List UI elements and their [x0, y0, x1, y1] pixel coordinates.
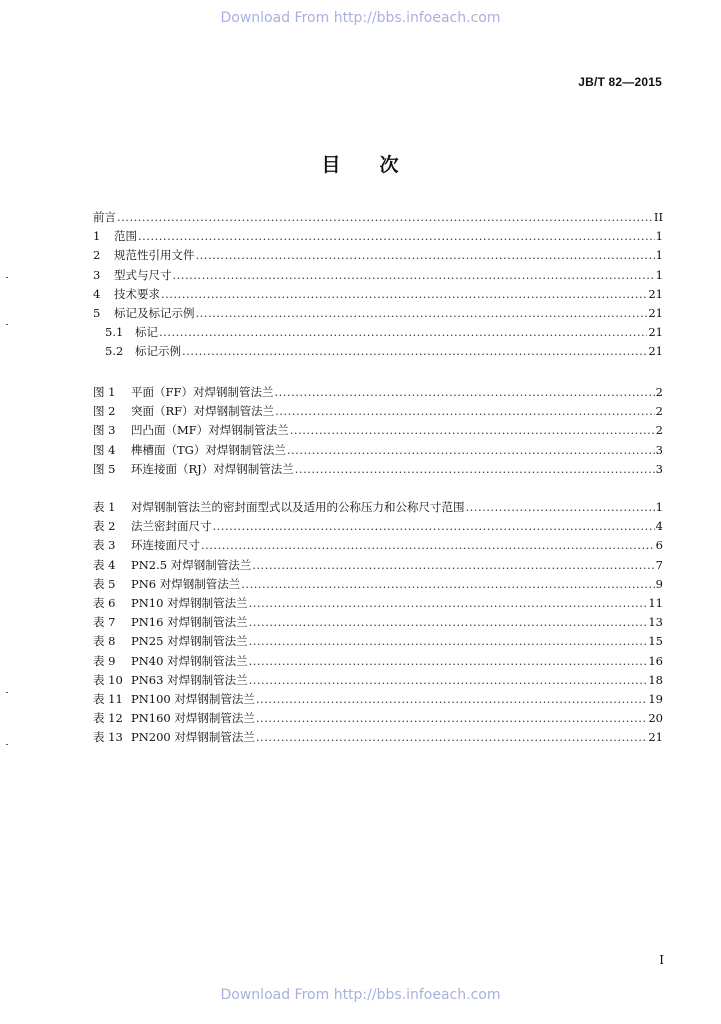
toc-entry-page: 2 [655, 404, 663, 419]
toc-entry-number: 5 [93, 305, 101, 320]
toc-entry-page: 16 [648, 653, 663, 668]
toc-entry[interactable] [93, 613, 663, 632]
toc-tables-section [93, 498, 663, 747]
toc-entry[interactable] [93, 342, 663, 361]
toc-title-char-2: 次 [379, 154, 400, 176]
toc-entry-number: 5.2 [105, 344, 124, 359]
toc-entry-number: 图 3 [93, 423, 116, 438]
toc-entry[interactable] [93, 671, 663, 690]
toc-title [0, 150, 721, 177]
toc-entry-label: 法兰密封面尺寸 [131, 519, 212, 534]
toc-entry-label: 范围 [114, 229, 137, 244]
toc-entry[interactable] [93, 709, 663, 728]
toc-dot-leader [249, 594, 648, 613]
toc-entry-label: PN25 对焊钢制管法兰 [131, 634, 248, 649]
toc-dot-leader [295, 460, 655, 479]
toc-entry-label: PN40 对焊钢制管法兰 [131, 653, 248, 668]
toc-entry[interactable] [93, 460, 663, 479]
toc-entry-page: 21 [648, 344, 663, 359]
toc-dot-leader [196, 304, 648, 323]
toc-entry[interactable] [93, 652, 663, 671]
toc-entry-page: 6 [655, 538, 663, 553]
toc-dot-leader [213, 517, 655, 536]
toc-entry[interactable] [93, 323, 663, 342]
toc-entry-page: 1 [655, 229, 663, 244]
margin-mark [6, 277, 8, 278]
toc-figures-section [93, 383, 663, 479]
toc-entry-label: PN2.5 对焊钢制管法兰 [131, 557, 252, 572]
toc-entry[interactable] [93, 632, 663, 651]
toc-entry-page: 9 [655, 576, 663, 591]
toc-entry[interactable] [93, 402, 663, 421]
toc-entry[interactable] [93, 304, 663, 323]
toc-dot-leader [249, 652, 648, 671]
toc-entry-page: 13 [648, 615, 663, 630]
toc-entry-page: 19 [648, 691, 663, 706]
toc-entry-label: PN160 对焊钢制管法兰 [131, 711, 255, 726]
toc-main-section [93, 208, 663, 362]
toc-entry-number: 表 13 [93, 730, 123, 745]
toc-entry-number: 表 7 [93, 615, 116, 630]
toc-entry-page: 21 [648, 286, 663, 301]
toc-entry[interactable] [93, 690, 663, 709]
toc-entry[interactable] [93, 575, 663, 594]
toc-entry[interactable] [93, 383, 663, 402]
toc-entry-number: 前言 [93, 210, 116, 224]
toc-entry-label: 榫槽面（TG）对焊钢制管法兰 [131, 442, 286, 457]
toc-entry-label: 型式与尺寸 [114, 267, 172, 282]
toc-entry-page: 7 [655, 557, 663, 572]
toc-entry[interactable] [93, 536, 663, 555]
toc-entry-label: 技术要求 [114, 286, 160, 301]
toc-dot-leader [173, 266, 655, 285]
toc-dot-leader [256, 690, 647, 709]
toc-entry-number: 表 5 [93, 576, 116, 591]
toc-dot-leader [274, 383, 654, 402]
toc-entry-page: 15 [648, 634, 663, 649]
toc-dot-leader [466, 498, 655, 517]
toc-entry-label: PN63 对焊钢制管法兰 [131, 672, 248, 687]
toc-entry-number: 3 [93, 267, 101, 282]
toc-entry-label: 标记 [135, 325, 158, 340]
toc-entry-number: 表 9 [93, 653, 116, 668]
watermark-top: Download From http://bbs.infoeach.com [220, 10, 501, 26]
toc-entry[interactable] [93, 285, 663, 304]
toc-dot-leader [252, 556, 654, 575]
toc-entry[interactable] [93, 498, 663, 517]
margin-mark [6, 744, 8, 745]
toc-entry-number: 表 10 [93, 672, 123, 687]
toc-dot-leader [290, 421, 655, 440]
toc-entry-number: 表 2 [93, 519, 116, 534]
toc-entry-number: 表 8 [93, 634, 116, 649]
toc-entry-number: 表 3 [93, 538, 116, 553]
toc-entry-page: 1 [655, 267, 663, 282]
toc-entry-number: 图 1 [93, 385, 116, 399]
toc-entry-page: 21 [648, 305, 663, 320]
toc-dot-leader [117, 208, 653, 227]
toc-entry-number: 表 11 [93, 691, 123, 706]
toc-entry-number: 表 1 [93, 500, 116, 514]
toc-entry-label: 标记示例 [135, 344, 181, 359]
watermark-bottom: Download From http://bbs.infoeach.com [220, 987, 501, 1003]
toc-entry-page: 2 [655, 385, 663, 399]
toc-entry-number: 表 4 [93, 557, 116, 572]
toc-entry-page: 1 [655, 500, 663, 514]
toc-dot-leader [241, 575, 654, 594]
toc-entry-page: 21 [648, 325, 663, 340]
toc-entry[interactable] [93, 266, 663, 285]
toc-dot-leader [287, 441, 655, 460]
toc-dot-leader [159, 323, 647, 342]
toc-entry-number: 1 [93, 229, 101, 244]
toc-entry-label: 对焊钢制管法兰的密封面型式以及适用的公称压力和公称尺寸范围 [131, 500, 465, 514]
toc-entry[interactable] [93, 421, 663, 440]
toc-entry-page: 18 [648, 672, 663, 687]
toc-entry-label: 平面（FF）对焊钢制管法兰 [131, 385, 274, 399]
toc-entry[interactable] [93, 441, 663, 460]
toc-dot-leader [138, 227, 655, 246]
toc-entry-number: 4 [93, 286, 101, 301]
toc-entry-label: PN10 对焊钢制管法兰 [131, 595, 248, 610]
toc-entry[interactable] [93, 517, 663, 536]
margin-mark [6, 324, 8, 325]
toc-entry-number: 2 [93, 248, 101, 263]
toc-dot-leader [256, 709, 647, 728]
toc-entry-page: 3 [655, 442, 663, 457]
toc-dot-leader [182, 342, 647, 361]
toc-entry[interactable] [93, 227, 663, 246]
toc-entry-number: 5.1 [105, 325, 124, 340]
toc-entry-label: PN200 对焊钢制管法兰 [131, 730, 255, 745]
toc-entry-page: 2 [655, 423, 663, 438]
toc-entry-label: 突面（RF）对焊钢制管法兰 [131, 404, 275, 419]
toc-entry-label: 规范性引用文件 [114, 248, 195, 263]
toc-entry-number: 表 6 [93, 595, 116, 610]
toc-entry[interactable] [93, 594, 663, 613]
standard-code: JB/T 82—2015 [578, 75, 662, 89]
margin-mark [6, 692, 8, 693]
toc-entry[interactable] [93, 728, 663, 747]
toc-entry-page: 21 [648, 730, 663, 745]
toc-entry-number: 图 5 [93, 461, 116, 476]
toc-entry-label: 标记及标记示例 [114, 305, 195, 320]
toc-entry-page: 20 [648, 711, 663, 726]
toc-dot-leader [249, 613, 648, 632]
toc-entry-label: PN100 对焊钢制管法兰 [131, 691, 255, 706]
toc-entry-label: PN16 对焊钢制管法兰 [131, 615, 248, 630]
toc-dot-leader [256, 728, 647, 747]
page-number: I [659, 953, 664, 967]
toc-entry-number: 图 4 [93, 442, 116, 457]
toc-entry-label: 环连接面尺寸 [131, 538, 200, 553]
toc-title-char-1: 目 [321, 154, 342, 176]
toc-entry-page: 11 [648, 595, 663, 610]
toc-dot-leader [161, 285, 647, 304]
toc-entry-page: 1 [655, 248, 663, 263]
toc-dot-leader [249, 632, 648, 651]
toc-entry-label: 凹凸面（MF）对焊钢制管法兰 [131, 423, 289, 438]
toc-entry-label: PN6 对焊钢制管法兰 [131, 576, 241, 591]
toc-entry-number: 表 12 [93, 711, 123, 726]
toc-entry[interactable] [93, 556, 663, 575]
toc-entry-page: 4 [655, 519, 663, 534]
toc-entry-label: 环连接面（RJ）对焊钢制管法兰 [131, 461, 294, 476]
toc-entry-number: 图 2 [93, 404, 116, 419]
toc-entry-page: II [653, 210, 663, 224]
toc-entry[interactable] [93, 208, 663, 227]
toc-dot-leader [196, 246, 655, 265]
toc-dot-leader [275, 402, 655, 421]
toc-entry[interactable] [93, 246, 663, 265]
toc-dot-leader [249, 671, 648, 690]
toc-entry-page: 3 [655, 461, 663, 476]
toc-dot-leader [201, 536, 655, 555]
